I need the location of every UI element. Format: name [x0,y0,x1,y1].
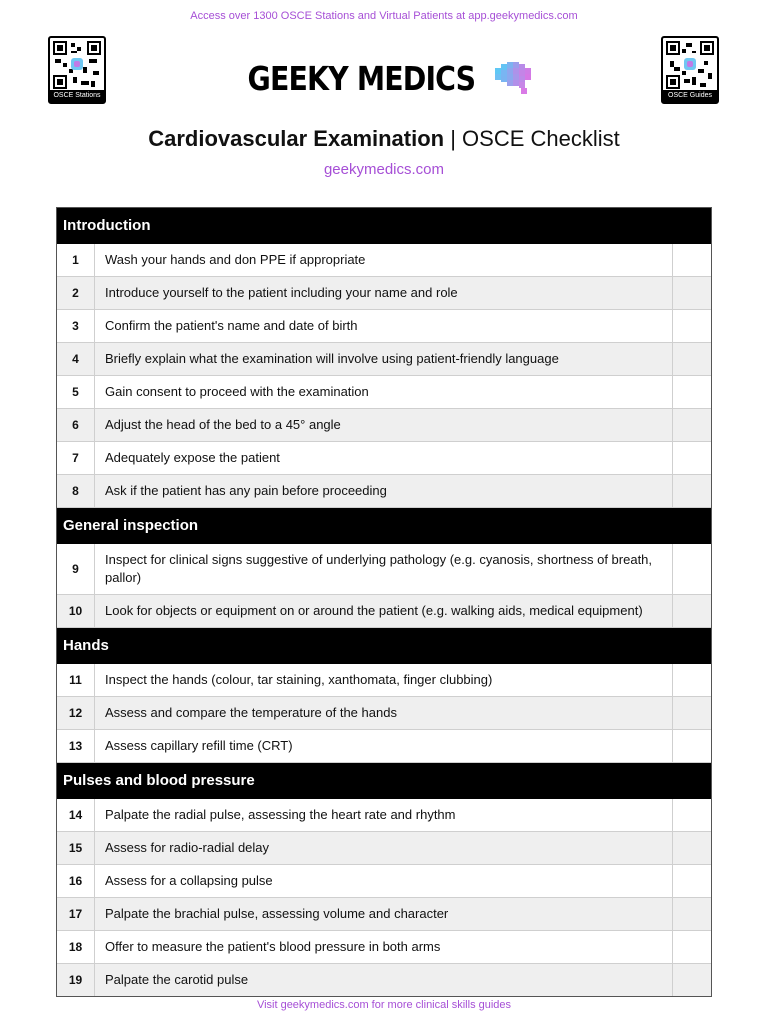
item-text: Inspect the hands (colour, tar staining, xanthomata, finger clubbing) [95,664,673,696]
brand-logo [0,58,768,98]
checklist-row [57,964,711,996]
item-text: Assess for radio-radial delay [95,832,673,864]
checklist-row [57,799,711,832]
item-number: 6 [57,409,95,441]
item-text: Palpate the brachial pulse, assessing volume and character [95,898,673,930]
checkbox-cell[interactable] [673,442,711,474]
checkbox-cell[interactable] [673,310,711,342]
item-number: 14 [57,799,95,831]
item-text: Look for objects or equipment on or around the patient (e.g. walking aids, medical equipment) [95,595,673,627]
item-text: Assess for a collapsing pulse [95,865,673,897]
item-number: 18 [57,931,95,963]
item-number: 16 [57,865,95,897]
checkbox-cell[interactable] [673,544,711,594]
title-rest: | OSCE Checklist [444,126,620,151]
item-number: 12 [57,697,95,729]
title-bold: Cardiovascular Examination [148,126,445,151]
checklist-row [57,277,711,310]
item-number: 3 [57,310,95,342]
checklist-row [57,544,711,595]
item-text: Briefly explain what the examination will involve using patient-friendly language [95,343,673,375]
item-text: Inspect for clinical signs suggestive of underlying pathology (e.g. cyanosis, shortness of breath, pallor) [95,544,673,594]
checkbox-cell[interactable] [673,277,711,309]
item-text: Ask if the patient has any pain before proceeding [95,475,673,507]
checkbox-cell[interactable] [673,799,711,831]
item-text: Adjust the head of the bed to a 45° angle [95,409,673,441]
checkbox-cell[interactable] [673,409,711,441]
page-title [0,126,768,152]
top-banner-link[interactable]: Access over 1300 OSCE Stations and Virtual Patients at app.geekymedics.com [190,10,578,22]
item-text: Introduce yourself to the patient including your name and role [95,277,673,309]
footer-link[interactable]: Visit geekymedics.com for more clinical skills guides [256,999,512,1011]
checklist-row [57,409,711,442]
checkbox-cell[interactable] [673,865,711,897]
item-text: Assess capillary refill time (CRT) [95,730,673,762]
checkbox-cell[interactable] [673,376,711,408]
item-number: 17 [57,898,95,930]
item-number: 10 [57,595,95,627]
checklist-row [57,931,711,964]
checkbox-cell[interactable] [673,931,711,963]
item-number: 19 [57,964,95,996]
checklist-row [57,898,711,931]
checkbox-cell[interactable] [673,730,711,762]
item-number: 1 [57,244,95,276]
checklist-row [57,310,711,343]
checklist-row [57,697,711,730]
checklist-row [57,730,711,763]
section-header: Pulses and blood pressure [57,763,711,799]
item-number: 11 [57,664,95,696]
brand-name: GEEKY MEDICS [247,58,476,98]
brain-icon [491,58,539,98]
item-number: 7 [57,442,95,474]
checkbox-cell[interactable] [673,898,711,930]
checklist-row [57,244,711,277]
checklist-row [57,865,711,898]
item-text: Offer to measure the patient's blood pressure in both arms [95,931,673,963]
item-text: Confirm the patient's name and date of birth [95,310,673,342]
checkbox-cell[interactable] [673,343,711,375]
checkbox-cell[interactable] [673,664,711,696]
checklist-row [57,475,711,508]
section-header: Introduction [57,208,711,244]
item-number: 4 [57,343,95,375]
checklist-row [57,442,711,475]
item-number: 5 [57,376,95,408]
checkbox-cell[interactable] [673,832,711,864]
item-text: Palpate the carotid pulse [95,964,673,996]
checkbox-cell[interactable] [673,475,711,507]
item-number: 15 [57,832,95,864]
qr-right-caption: OSCE Guides [663,90,717,102]
item-text: Wash your hands and don PPE if appropriate [95,244,673,276]
qr-left-caption: OSCE Stations [50,90,104,102]
item-number: 8 [57,475,95,507]
item-text: Gain consent to proceed with the examination [95,376,673,408]
checkbox-cell[interactable] [673,964,711,996]
checkbox-cell[interactable] [673,244,711,276]
checklist-row [57,832,711,865]
item-number: 9 [57,544,95,594]
item-text: Adequately expose the patient [95,442,673,474]
checklist-row [57,376,711,409]
checklist-table [56,207,712,997]
section-header: General inspection [57,508,711,544]
item-text: Palpate the radial pulse, assessing the heart rate and rhythm [95,799,673,831]
checklist-row [57,595,711,628]
item-number: 2 [57,277,95,309]
checkbox-cell[interactable] [673,595,711,627]
checkbox-cell[interactable] [673,697,711,729]
checklist-row [57,664,711,697]
checklist-row [57,343,711,376]
section-header: Hands [57,628,711,664]
item-number: 13 [57,730,95,762]
site-link[interactable]: geekymedics.com [323,161,445,178]
item-text: Assess and compare the temperature of the hands [95,697,673,729]
